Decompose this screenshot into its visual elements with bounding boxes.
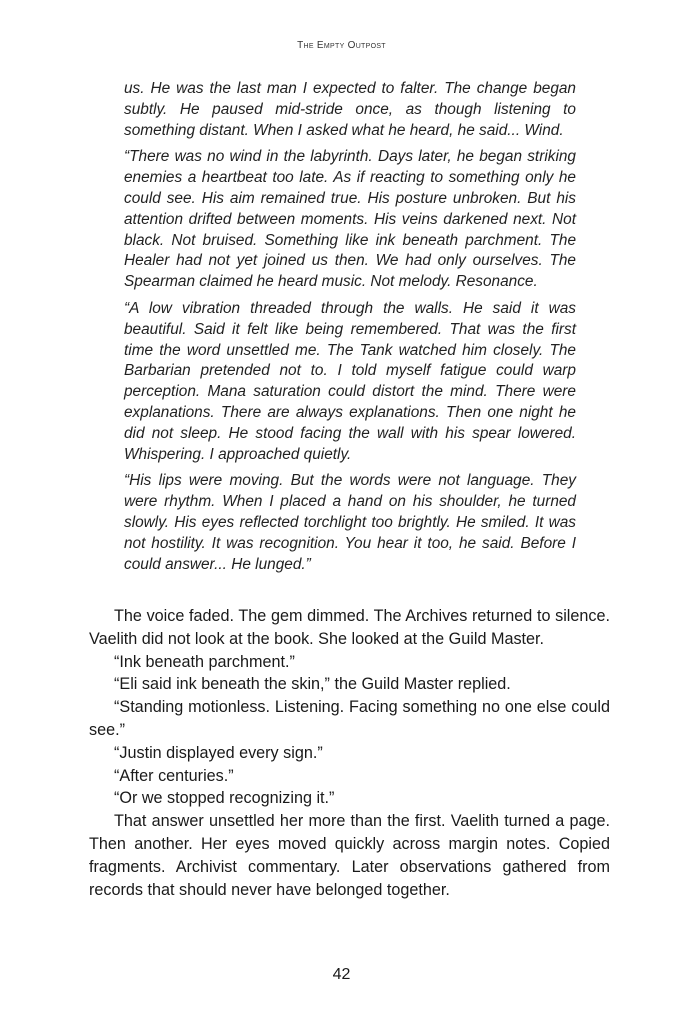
body-paragraph: “Ink beneath parchment.” bbox=[114, 652, 295, 671]
body-paragraph: “Eli said ink beneath the skin,” the Guild Master replied. bbox=[114, 675, 511, 694]
quote-paragraph: “There was no wind in the labyrinth. Days later, he began striking enemies a heartbeat too late. As if reacting to something only he could see. His aim remained true. His posture unbroken. But his attention drifted between moments. His veins darkened next. Not black. Not bruised. Something like ink beneath parchment. The Healer had not yet joined us then. We had only ourselves. The Spearman claimed he heard music. Not melody. Resonance. bbox=[124, 148, 576, 291]
quote-paragraph: “A low vibration threaded through the walls. He said it was beautiful. Said it felt like being remembered. That was the first time the word unsettled me. The Tank watched him closely. The Barbarian pretended not to. I told myself fatigue could warp perception. Mana saturation could distort the mind. There were explanations. There are always explanations. Then one night he did not sleep. He stood facing the wall with his spear lowered. Whispering. I approached quietly. bbox=[124, 299, 576, 463]
quote-paragraph: “His lips were moving. But the words were not language. They were rhythm. When I placed a hand on his shoulder, he turned slowly. His eyes reflected torchlight too brightly. He smiled. It was not hostility. It was recognition. You hear it too, he said. Before I could answer... He lunged.” bbox=[124, 472, 576, 573]
body-paragraph: “Justin displayed every sign.” bbox=[114, 743, 323, 762]
body-paragraph: “Or we stopped recognizing it.” bbox=[114, 789, 335, 808]
quote-paragraph: us. He was the last man I expected to falter. The change began subtly. He paused mid-stride once, as though listening to something distant. When I asked what he heard, he said... Wind. bbox=[124, 80, 576, 139]
body-paragraph: The voice faded. The gem dimmed. The Archives returned to silence. Vaelith did not look at the book. She looked at the Guild Master. bbox=[89, 607, 610, 648]
body-paragraph: “After centuries.” bbox=[114, 766, 234, 785]
page-number: 42 bbox=[332, 966, 351, 983]
body-paragraph: That answer unsettled her more than the first. Vaelith turned a page. Then another. Her eyes moved quickly across margin notes. Copied fragments. Archivist commentary. Later observations gathered from records that should never have belonged together. bbox=[89, 812, 610, 899]
body-text bbox=[89, 605, 610, 901]
body-paragraph: “Standing motionless. Listening. Facing something no one else could see.” bbox=[89, 698, 610, 739]
running-title: The Empty Outpost bbox=[297, 40, 386, 51]
quoted-passage bbox=[124, 79, 576, 581]
